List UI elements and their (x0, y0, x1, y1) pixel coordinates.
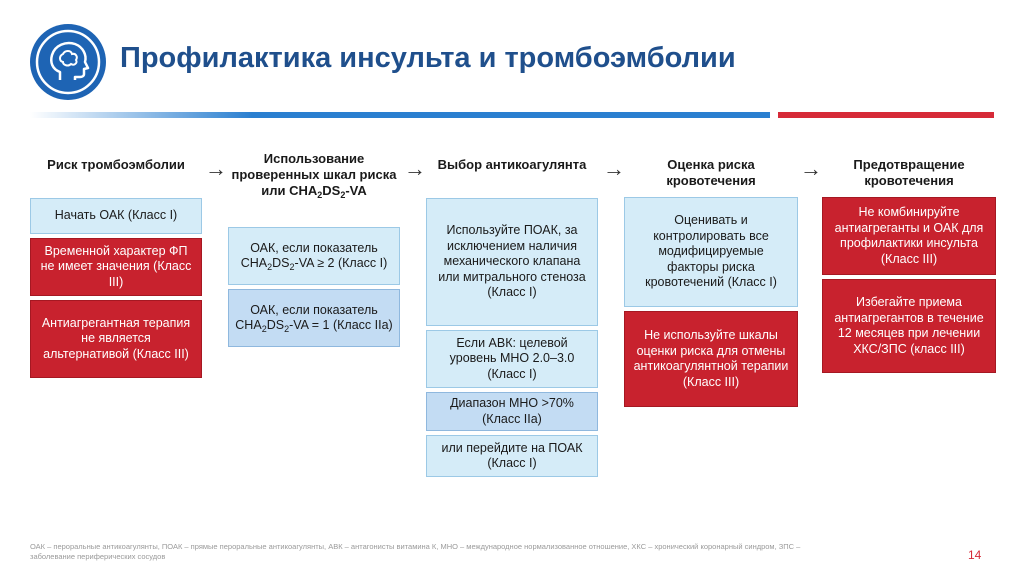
recommendation-box: или перейдите на ПОАК (Класс I) (426, 435, 598, 477)
footnote: ОАК – пероральные антикоагулянты, ПОАК – прямые пероральные антикоагулянты, АВК – антагонисты витамина К, МНО – международное нормализованное отношение, ХКС – хронический коронарный синдром, ЗПС – заболевание периферических сосудов (30, 542, 801, 561)
column-heading-bleeding-prevention: Предотвращение кровотечения (853, 157, 965, 188)
arrow-icon: → (404, 156, 426, 181)
recommendation-box: ОАК, если показатель $CHA_2DS_2-VA = 1$ (Класс IIa) (228, 289, 400, 347)
recommendation-box: Используйте ПОАК, за исключением наличия механического клапана или митрального стеноза (Класс I) (426, 198, 598, 326)
header-band-blue (30, 112, 770, 118)
page-title: Профилактика инсульта и тромбоэмболии (120, 42, 736, 74)
column-heading-thromboembolism-risk: Риск тромбоэмболии (47, 157, 185, 172)
recommendation-box: Оценивать и контролировать все модифицируемые факторы риска кровотечений (Класс I) (624, 197, 798, 307)
recommendation-box: Не комбинируйте антиагреганты и ОАК для профилактики инсульта (Класс III) (822, 197, 996, 275)
header-band-red (778, 112, 994, 118)
recommendation-box: ОАК, если показатель $CHA_2DS_2-VA \ge 2$ (Класс I) (228, 227, 400, 285)
arrow-icon: → (800, 156, 822, 181)
recommendation-box: Временной характер ФП не имеет значения (Класс III) (30, 238, 202, 296)
column-heading-risk-scales: Использование проверенных шкал риска или $CHA_2DS_2-VA$ (231, 151, 397, 200)
recommendation-box: Начать ОАК (Класс I) (30, 198, 202, 234)
recommendation-box: Если АВК: целевой уровень МНО 2.0–3.0 (Класс I) (426, 330, 598, 388)
brain-head-icon (30, 24, 106, 100)
arrow-icon: → (205, 156, 227, 181)
recommendation-box: Диапазон МНО >70% (Класс IIa) (426, 392, 598, 431)
column-heading-anticoagulant-choice: Выбор антикоагулянта (437, 157, 587, 172)
recommendation-box: Избегайте приема антиагрегантов в течение 12 месяцев при лечении ХКС/ЗПС (класс III) (822, 279, 996, 373)
page-number: 14 (968, 548, 982, 562)
column-heading-bleeding-risk: Оценка риска кровотечения (666, 157, 756, 188)
recommendation-box: Антиагрегантная терапия не является альтернативой (Класс III) (30, 300, 202, 378)
recommendation-box: Не используйте шкалы оценки риска для отмены антикоагулянтной терапии (Класс III) (624, 311, 798, 407)
logo (30, 24, 106, 100)
arrow-icon: → (603, 156, 625, 181)
